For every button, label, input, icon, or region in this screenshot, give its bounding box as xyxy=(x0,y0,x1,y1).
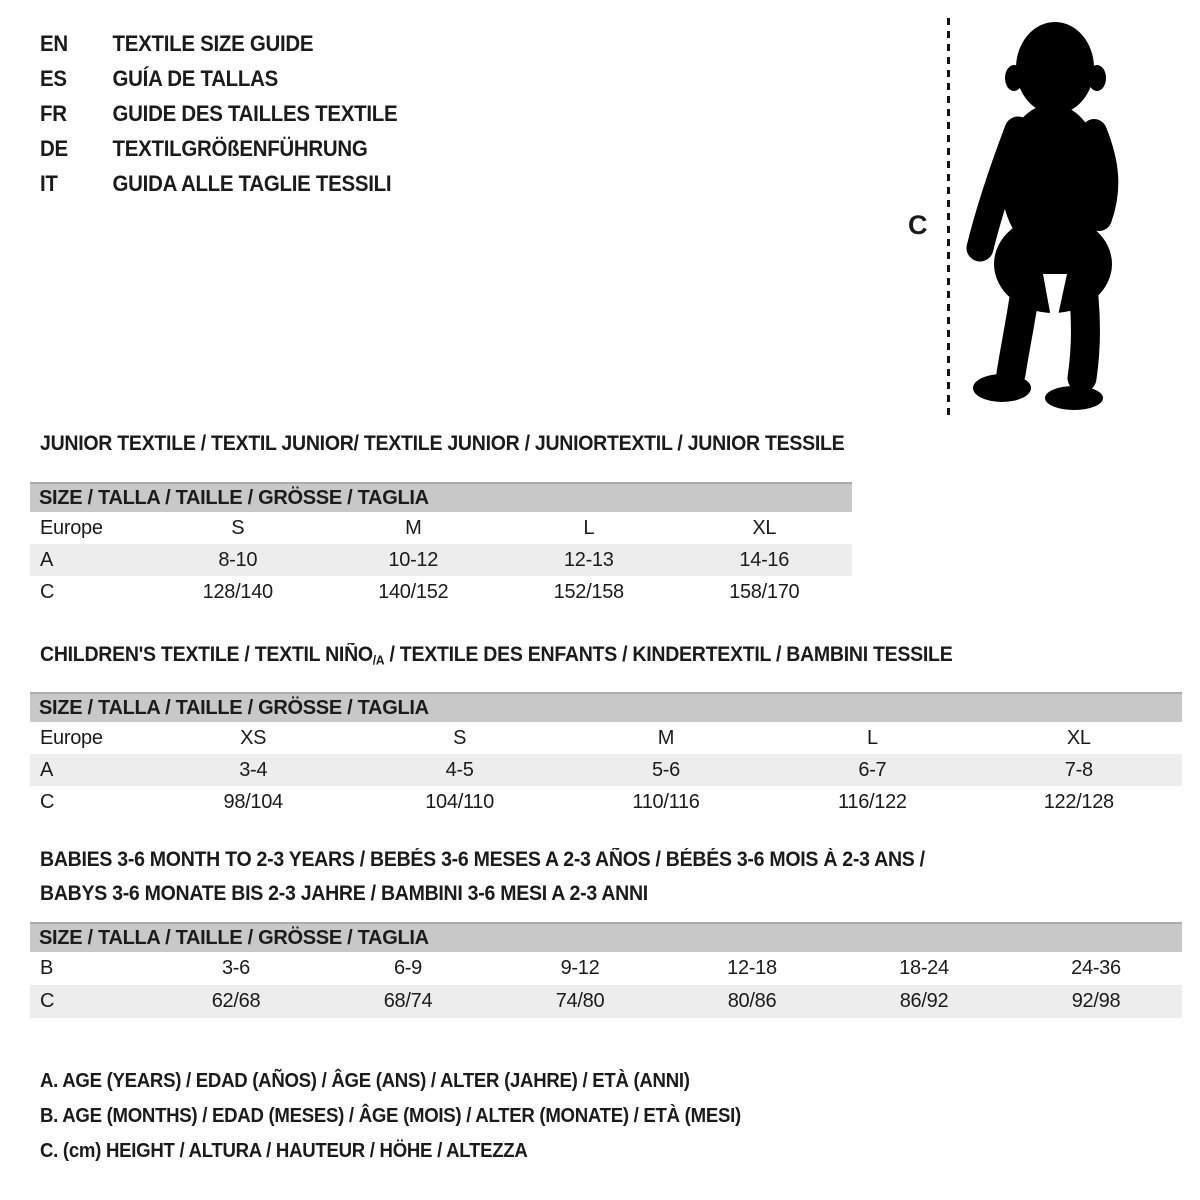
table-cell: 140/152 xyxy=(378,580,449,603)
language-title-list xyxy=(40,26,424,201)
table-cell: L xyxy=(583,516,595,539)
table-cell: 158/170 xyxy=(729,580,800,603)
table-cell: 4-5 xyxy=(445,758,474,781)
junior-table-body xyxy=(30,512,852,608)
lang-row-es xyxy=(40,61,397,96)
lang-row-it xyxy=(40,166,397,201)
table-cell: 92/98 xyxy=(1071,990,1121,1012)
table-cell: 6-9 xyxy=(393,957,422,979)
lang-title: GUIDE DES TAILLES TEXTILE xyxy=(112,100,398,126)
row-label: C xyxy=(40,580,55,603)
babies-section-title-line2: BABYS 3-6 MONATE BIS 2-3 JAHRE / BAMBINI 3-6 MESI A 2-3 ANNI xyxy=(40,882,648,905)
table-row xyxy=(30,722,1182,754)
table-cell: 8-10 xyxy=(218,548,258,571)
table-cell: 14-16 xyxy=(739,548,790,571)
babies-table-body xyxy=(30,952,1182,1018)
table-cell: 74/80 xyxy=(555,990,605,1012)
table-cell: 10-12 xyxy=(388,548,439,571)
lang-code: DE xyxy=(40,135,68,161)
table-cell: 7-8 xyxy=(1064,758,1093,781)
table-cell: 9-12 xyxy=(560,957,600,979)
table-cell: 104/110 xyxy=(425,790,494,813)
babies-size-table xyxy=(30,922,1182,1018)
table-row xyxy=(30,754,1182,786)
table-row xyxy=(30,985,1182,1018)
table-cell: 128/140 xyxy=(202,580,273,603)
table-cell: 68/74 xyxy=(383,990,433,1012)
children-table-body xyxy=(30,722,1182,818)
lang-code: FR xyxy=(40,100,67,126)
row-label: C xyxy=(40,990,55,1012)
table-cell: 18-24 xyxy=(899,957,949,979)
legend-line-a: A. AGE (YEARS) / EDAD (AÑOS) / ÂGE (ANS) / ALTER (JAHRE) / ETÀ (ANNI) xyxy=(40,1070,690,1092)
row-label: A xyxy=(40,548,54,571)
row-label: B xyxy=(40,957,54,979)
lang-row-en xyxy=(40,26,397,61)
table-cell: 152/158 xyxy=(553,580,624,603)
size-header-bar: SIZE / TALLA / TAILLE / GRÖSSE / TAGLIA xyxy=(30,922,1182,952)
row-label: Europe xyxy=(40,516,103,539)
legend-line-b: B. AGE (MONTHS) / EDAD (MESES) / ÂGE (MOIS) / ALTER (MONATE) / ETÀ (MESI) xyxy=(40,1105,741,1127)
table-cell: M xyxy=(405,516,422,539)
table-cell: 12-13 xyxy=(563,548,614,571)
table-cell: 6-7 xyxy=(858,758,887,781)
row-label: A xyxy=(40,758,54,781)
babies-section-title-line1: BABIES 3-6 MONTH TO 2-3 YEARS / BEBÉS 3-6 MESES A 2-3 AÑOS / BÉBÉS 3-6 MOIS À 2-3 ANS / xyxy=(40,848,925,871)
toddler-silhouette-icon xyxy=(958,12,1143,420)
legend-line-c: C. (cm) HEIGHT / ALTURA / HAUTEUR / HÖHE / ALTEZZA xyxy=(40,1140,528,1162)
lang-row-fr xyxy=(40,96,397,131)
table-cell: XL xyxy=(752,516,777,539)
size-header-bar: SIZE / TALLA / TAILLE / GRÖSSE / TAGLIA xyxy=(30,692,1182,722)
table-cell: 122/128 xyxy=(1043,790,1114,813)
lang-title: GUÍA DE TALLAS xyxy=(112,65,278,91)
table-row xyxy=(30,544,852,576)
lang-title: TEXTILGRÖßENFÜHRUNG xyxy=(112,135,368,161)
table-cell: 116/122 xyxy=(838,790,907,813)
table-cell: 110/116 xyxy=(632,790,700,813)
table-cell: 3-6 xyxy=(221,957,250,979)
lang-title: TEXTILE SIZE GUIDE xyxy=(112,30,314,56)
size-header-bar: SIZE / TALLA / TAILLE / GRÖSSE / TAGLIA xyxy=(30,482,852,512)
table-row xyxy=(30,512,852,544)
table-row xyxy=(30,576,852,608)
table-cell: 86/92 xyxy=(899,990,949,1012)
lang-row-de xyxy=(40,131,397,166)
table-cell: 5-6 xyxy=(651,758,680,781)
table-cell: M xyxy=(657,726,675,749)
table-cell: 3-4 xyxy=(239,758,268,781)
table-cell: 98/104 xyxy=(223,790,283,813)
row-label: Europe xyxy=(40,726,103,749)
junior-section-title: JUNIOR TEXTILE / TEXTIL JUNIOR/ TEXTILE JUNIOR / JUNIORTEXTIL / JUNIOR TESSILE xyxy=(40,432,845,455)
row-label: C xyxy=(40,790,55,813)
table-cell: 12-18 xyxy=(727,957,777,979)
table-cell: S xyxy=(231,516,245,539)
junior-size-table xyxy=(30,482,852,608)
height-measure-label: C xyxy=(908,210,928,240)
lang-code: EN xyxy=(40,30,68,56)
table-row xyxy=(30,786,1182,818)
table-cell: L xyxy=(866,726,878,749)
children-section-title: CHILDREN'S TEXTILE / TEXTIL $NIÑO_{/A}$ / TEXTILE DES ENFANTS / KINDERTEXTIL / BAMBINI TESSILE xyxy=(40,643,953,668)
table-cell: 62/68 xyxy=(211,990,261,1012)
lang-title: GUIDA ALLE TAGLIE TESSILI xyxy=(112,170,392,196)
table-cell: 24-36 xyxy=(1071,957,1121,979)
table-cell: XL xyxy=(1066,726,1091,749)
table-cell: XS xyxy=(240,726,267,749)
children-size-table xyxy=(30,692,1182,818)
lang-code: IT xyxy=(40,170,58,196)
table-cell: S xyxy=(453,726,467,749)
height-measure-dashed-line xyxy=(947,18,950,418)
table-cell: 80/86 xyxy=(727,990,777,1012)
lang-code: ES xyxy=(40,65,67,91)
table-row xyxy=(30,952,1182,985)
